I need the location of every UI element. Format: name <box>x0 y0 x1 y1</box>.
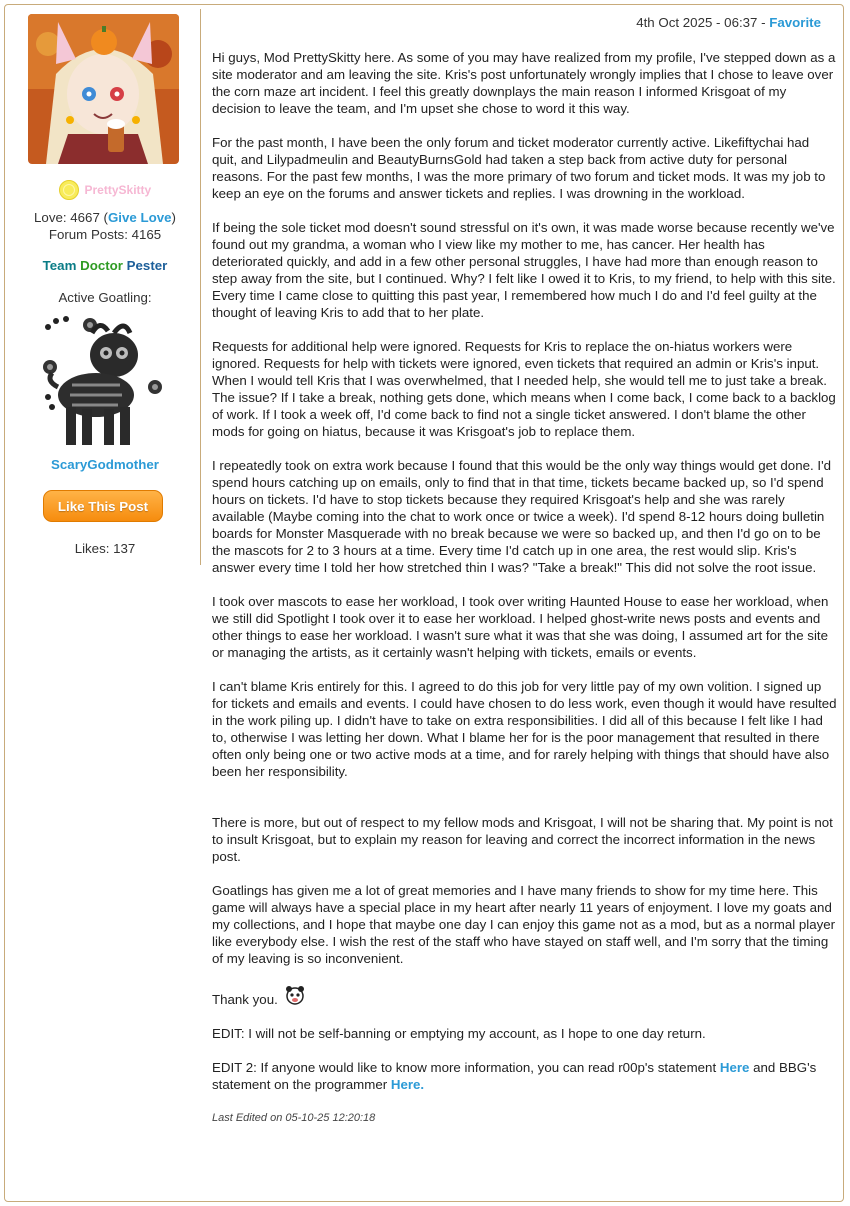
sidebar-divider <box>200 9 201 565</box>
post-paragraph: There is more, but out of respect to my fellow mods and Krisgoat, I will not be sharing that. My point is not to insult Krisgoat, but to explain my reason for leaving and correct the incorrect information in the news post. <box>212 815 833 864</box>
love-count <box>5 210 205 225</box>
edit2-text-a: EDIT 2: If anyone would like to know more information, you can read r00p's statement <box>212 1060 720 1075</box>
give-love-link[interactable]: Give Love <box>107 210 172 225</box>
goat-emoji-icon <box>284 984 306 1006</box>
post-datetime: 4th Oct 2025 - 06:37 - <box>636 15 770 30</box>
bbg-statement-link[interactable]: Here. <box>390 1077 425 1092</box>
team-word-1: Team <box>42 258 77 273</box>
love-label: Love: 4667 ( <box>34 210 108 225</box>
team-badge <box>5 258 205 273</box>
team-word-3: Pester <box>126 258 168 273</box>
username-row <box>5 180 205 200</box>
active-goatling-label: Active Goatling: <box>58 290 152 305</box>
edit-note-1: EDIT: I will not be self-banning or emptying my account, as I hope to one day return. <box>212 1026 706 1041</box>
post-paragraph: I can't blame Kris entirely for this. I agreed to do this job for very little pay of my own volition. I signed up for tickets and emails and events. I could have chosen to do less work, even though it would have resulted in the work piling up. I didn't have to take on extra responsibilities. I did all of this because I felt like I had to, otherwise I was letting her down. What I blame her for is the poor management that resulted in there often only being one or two active mods at a time, and for rarely helping with things that should have also been her responsibility. <box>212 679 837 779</box>
edit2-text-b: and BBG's statement on the programmer <box>212 1060 817 1092</box>
like-post-button[interactable]: Like This Post <box>43 490 163 522</box>
last-edited: Last Edited on 05-10-25 12:20:18 <box>212 1112 376 1124</box>
love-close: ) <box>171 210 176 225</box>
goatling-image[interactable] <box>42 315 170 455</box>
post-paragraph: Requests for additional help were ignored. Requests for Kris to replace the on-hiatus workers were ignored. Requests for help with tickets were ignored, even tickets that required an admin or Kris's input. When I would tell Kris that I was overwhelmed, that I needed help, she would tell me to just take a break. The issue? If I take a break, nothing gets done, which means when I come back, I come back to a backlog of work. If I took a week off, I'd come back to find not a single ticket answered. I don't blame the other mods for going on hiatus, because it was Krisgoat's job to replace them. <box>212 339 836 439</box>
post-paragraph: Hi guys, Mod PrettySkitty here. As some of you may have realized from my profile, I've stepped down as a site moderator and am leaving the site. Kris's post unfortunately wrongly implies that I chose to leave over the corn maze art incident. I feel this greatly downplays the main reason I informed Krisgoat of my decision to leave the team, and I'm upset she chose to word it this way. <box>212 50 836 116</box>
post-paragraph: I repeatedly took on extra work because I found that this would be the only way things would get done. I'd spend hours catching up on emails, only to find that in that time, tickets became backed up, so I'd spend hours on tickets. I'd have to stop tickets because they required Krisgoat's help and she was rarely available (Maybe coming into the chat to work once or twice a week). I'd spend 8-12 hours doing bulletin boards for Monster Masquerade with no break because we were so backed up, and then I'd go on to be the mascots for 2 to 3 hours at a time. Every time I'd catch up in one area, the rest would slip. Kris's answer every time I told her how stretched thin I was? "Take a break!" This did not solve the root issue. <box>212 458 832 575</box>
post-paragraph: If being the sole ticket mod doesn't sound stressful on it's own, it was made worse because recently we've found out my grandma, a woman who I view like my mother to me, has cancer. Her health has deteriorated quickly, and add in a few other personal struggles, I have had more than enough reason to step away from the site, but I continued. Why? I felt like I owed it to Kris, to my friend, to help with this site. Every time I came close to quitting this past year, I remembered how much I do and I'd feel guilty at the thought of leaving Kris to add that to her plate. <box>212 220 836 320</box>
user-avatar[interactable] <box>28 14 179 164</box>
thanks-text: Thank you. <box>212 992 278 1007</box>
likes-count: Likes: 137 <box>74 541 136 556</box>
r00p-statement-link[interactable]: Here <box>719 1060 750 1075</box>
forum-post <box>4 4 844 1202</box>
favorite-link[interactable]: Favorite <box>769 15 821 30</box>
post-header <box>636 15 821 30</box>
forum-posts-count: Forum Posts: 4165 <box>48 227 162 242</box>
post-paragraph: I took over mascots to ease her workload, I took over writing Haunted House to ease her workload, when we still did Spotlight I took over it to ease her workload. I helped ghost-write news posts and events and other things to ease her workload. I wasn't sure what it was that she was doing, I assumed art for the site or managing the artists, as it certainly wasn't helping with tickets, emails or events. <box>212 594 829 660</box>
edit-note-2 <box>212 1059 837 1093</box>
goatling-name[interactable]: ScaryGodmother <box>51 457 159 472</box>
username-link[interactable]: PrettySkitty <box>84 182 152 197</box>
thanks-line <box>212 984 837 1008</box>
team-word-2: Doctor <box>80 258 123 273</box>
post-body <box>212 49 837 1127</box>
post-paragraph: Goatlings has given me a lot of great memories and I have many friends to show for my time here. This game will always have a special place in my heart after nearly 11 years of enjoyment. I love my goats and my collections, and I hope that maybe one day I can enjoy this game not as a mod, but as a normal player like everybody else. I wish the rest of the staff who have stayed on staff well, and I'm sorry that the timing of my leaving is so inconvenient. <box>212 883 836 966</box>
post-paragraph: For the past month, I have been the only forum and ticket moderator currently active. Likefiftychai had quit, and Lilypadmeulin and BeautyBurnsGold had taken a step back from active duty for personal reasons. For the past few months, I was the more primary of two forum and ticket mods. It was my job to keep an eye on the forums and answer tickets and replies. I was drowning in the workload. <box>212 135 826 201</box>
lemon-icon <box>59 180 79 200</box>
